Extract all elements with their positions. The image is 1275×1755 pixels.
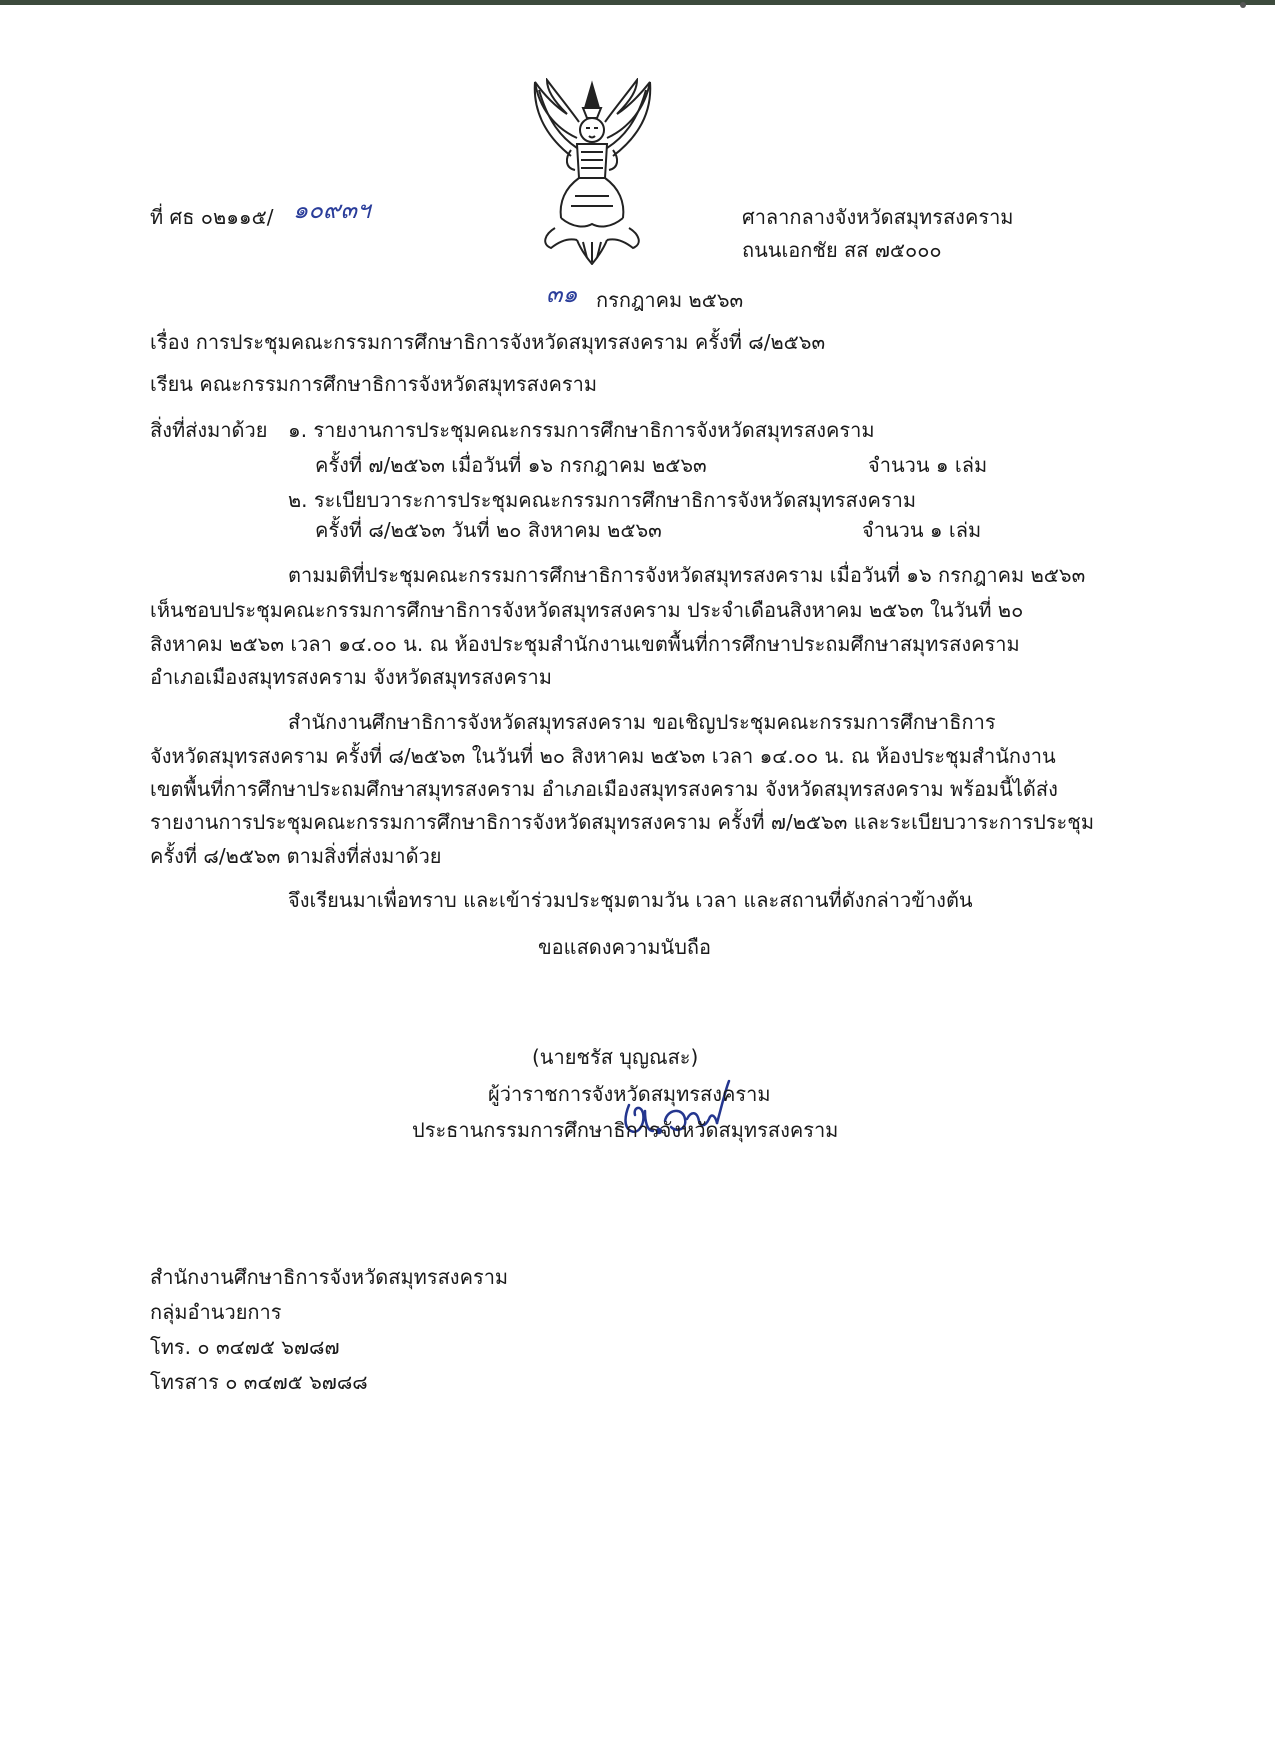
enclosure-2-line1: ๒. ระเบียบวาระการประชุมคณะกรรมการศึกษาธิการจังหวัดสมุทรสงคราม (288, 488, 917, 512)
body-paragraph-1-line-1: ตามมติที่ประชุมคณะกรรมการศึกษาธิการจังหวัดสมุทรสงคราม เมื่อวันที่ ๑๖ กรกฎาคม ๒๕๖๓ (288, 563, 1086, 587)
scan-speck (1240, 2, 1246, 8)
enclosure-1-quantity: จำนวน ๑ เล่ม (868, 453, 988, 477)
footer-fax: โทรสาร ๐ ๓๔๗๕ ๖๗๘๘ (150, 1370, 368, 1394)
enclosure-1-line2: ครั้งที่ ๗/๒๕๖๓ เมื่อวันที่ ๑๖ กรกฎาคม ๒๕๖๓ (315, 453, 707, 477)
office-address: ถนนเอกชัย สส ๗๕๐๐๐ (742, 238, 942, 262)
footer-office: สำนักงานศึกษาธิการจังหวัดสมุทรสงคราม (150, 1265, 509, 1289)
enclosure-1-line1: ๑. รายงานการประชุมคณะกรรมการศึกษาธิการจังหวัดสมุทรสงคราม (288, 418, 875, 442)
closing-salutation: ขอแสดงความนับถือ (538, 935, 712, 959)
scan-top-edge (0, 0, 1275, 5)
recipient-line: เรียน คณะกรรมการศึกษาธิการจังหวัดสมุทรสงคราม (150, 372, 598, 396)
enclosures-label: สิ่งที่ส่งมาด้วย (150, 418, 268, 442)
body-paragraph-1-line-2: เห็นชอบประชุมคณะกรรมการศึกษาธิการจังหวัดสมุทรสงคราม ประจำเดือนสิงหาคม ๒๕๖๓ ในวันที่ ๒๐ (150, 598, 1024, 622)
enclosure-2-line2: ครั้งที่ ๘/๒๕๖๓ วันที่ ๒๐ สิงหาคม ๒๕๖๓ (315, 518, 662, 542)
date-day-handwritten: ๓๑ (546, 280, 578, 308)
body-paragraph-1-line-4: อำเภอเมืองสมุทรสงคราม จังหวัดสมุทรสงคราม (150, 665, 552, 689)
enclosure-2-quantity: จำนวน ๑ เล่ม (862, 518, 982, 542)
signer-name: (นายชรัส บุญณสะ) (532, 1045, 699, 1069)
footer-phone: โทร. ๐ ๓๔๗๕ ๖๗๘๗ (150, 1335, 340, 1359)
signer-title-governor: ผู้ว่าราชการจังหวัดสมุทรสงคราม (488, 1082, 771, 1106)
body-paragraph-3: จึงเรียนมาเพื่อทราบ และเข้าร่วมประชุมตามวัน เวลา และสถานที่ดังกล่าวข้างต้น (288, 888, 973, 912)
body-paragraph-2-line-1: สำนักงานศึกษาธิการจังหวัดสมุทรสงคราม ขอเชิญประชุมคณะกรรมการศึกษาธิการ (288, 710, 996, 734)
garuda-emblem-icon (525, 78, 660, 265)
office-name: ศาลากลางจังหวัดสมุทรสงคราม (742, 205, 1014, 229)
signer-title-chairman: ประธานกรรมการศึกษาธิการจังหวัดสมุทรสงคราม (412, 1118, 839, 1142)
body-paragraph-2-line-4: รายงานการประชุมคณะกรรมการศึกษาธิการจังหวัดสมุทรสงคราม ครั้งที่ ๗/๒๕๖๓ และระเบียบวาระการประชุม (150, 810, 1095, 834)
subject-line: เรื่อง การประชุมคณะกรรมการศึกษาธิการจังหวัดสมุทรสงคราม ครั้งที่ ๘/๒๕๖๓ (150, 330, 826, 354)
date-month-year: กรกฎาคม ๒๕๖๓ (596, 288, 744, 312)
reference-number-handwritten: ๑๐๙๓ฯ (293, 196, 371, 224)
footer-division: กลุ่มอำนวยการ (150, 1300, 282, 1324)
body-paragraph-2-line-2: จังหวัดสมุทรสงคราม ครั้งที่ ๘/๒๕๖๓ ในวันที่ ๒๐ สิงหาคม ๒๕๖๓ เวลา ๑๔.๐๐ น. ณ ห้องประชุมสำนักงาน (150, 744, 1056, 768)
body-paragraph-1-line-3: สิงหาคม ๒๕๖๓ เวลา ๑๔.๐๐ น. ณ ห้องประชุมสำนักงานเขตพื้นที่การศึกษาประถมศึกษาสมุทรสงคราม (150, 632, 1020, 656)
body-paragraph-2-line-5: ครั้งที่ ๘/๒๕๖๓ ตามสิ่งที่ส่งมาด้วย (150, 844, 442, 868)
reference-prefix: ที่ ศธ ๐๒๑๑๕/ (150, 205, 274, 229)
body-paragraph-2-line-3: เขตพื้นที่การศึกษาประถมศึกษาสมุทรสงคราม อำเภอเมืองสมุทรสงคราม จังหวัดสมุทรสงคราม พร้อมนี้ได้ส่ง (150, 777, 1058, 801)
